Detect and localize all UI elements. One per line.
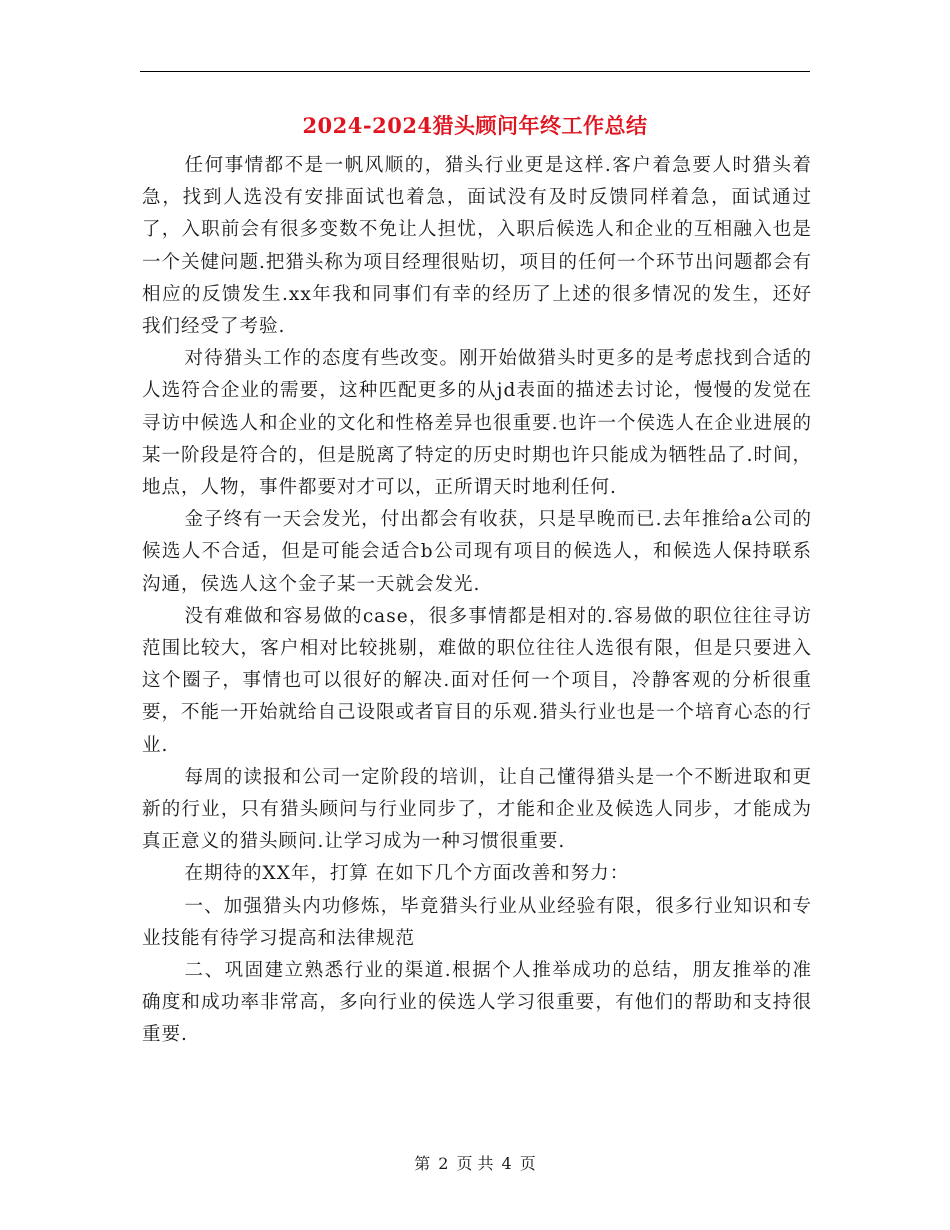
paragraph: 没有难做和容易做的case，很多事情都是相对的.容易做的职位往往寻访范围比较大，客户相对比较挑剔，难做的职位往往人选很有限，但是只要进入这个圈子，事情也可以很好的解决.面对任何一个项目，冷静客观的分析很重要，不能一开始就给自己设限或者盲目的乐观.猎头行业也是一个培育心态的行业. <box>142 605 812 756</box>
header-rule <box>140 71 810 72</box>
paragraph: 在期待的XX年，打算 在如下几个方面改善和努力： <box>184 863 630 885</box>
footer-middle: 页 共 <box>456 1154 494 1173</box>
paragraph: 每周的读报和公司一定阶段的培训，让自己懂得猎头是一个不断进取和更新的行业，只有猎头顾问与行业同步了，才能和企业及候选人同步，才能成为真正意义的猎头顾问.让学习成为一种习惯很重要. <box>142 766 812 853</box>
footer-prefix: 第 <box>414 1154 431 1173</box>
document-title: 2024-2024猎头顾问年终工作总结 <box>302 113 648 138</box>
page-footer <box>0 1152 950 1176</box>
list-item: 一、加强猎头内功修炼，毕竟猎头行业从业经验有限，很多行业知识和专业技能有待学习提高和法律规范 <box>142 895 812 949</box>
paragraph: 对待猎头工作的态度有些改变。刚开始做猎头时更多的是考虑找到合适的人选符合企业的需要，这种匹配更多的从jd表面的描述去讨论，慢慢的发觉在寻访中候选人和企业的文化和性格差异也很重要.也许一个侯选人在企业进展的某一阶段是符合的，但是脱离了特定的历史时期也许只能成为牺牲品了.时间，地点，人物，事件都要对才可以，正所谓天时地利任何. <box>142 348 812 499</box>
current-page-number: 2 <box>438 1154 449 1173</box>
paragraph: 任何事情都不是一帆风顺的，猎头行业更是这样.客户着急要人时猎头着急，找到人选没有安排面试也着急，面试没有及时反馈同样着急，面试通过了，入职前会有很多变数不免让人担忧，入职后候选人和企业的互相融入也是一个关健问题.把猎头称为项目经理很贴切，项目的任何一个环节出问题都会有相应的反馈发生.xx年我和同事们有幸的经历了上述的很多情况的发生，还好我们经受了考验. <box>142 155 812 338</box>
footer-suffix: 页 <box>519 1154 536 1173</box>
total-pages-number: 4 <box>501 1154 512 1173</box>
document-body <box>142 150 812 1052</box>
paragraph: 金子终有一天会发光，付出都会有收获，只是早晚而已.去年推给a公司的候选人不合适，但是可能会适合b公司现有项目的候选人，和候选人保持联系沟通，侯选人这个金子某一天就会发光. <box>142 509 812 595</box>
list-item: 二、巩固建立熟悉行业的渠道.根据个人推举成功的总结，朋友推举的准确度和成功率非常高，多向行业的侯选人学习很重要，有他们的帮助和支持很重要. <box>142 960 812 1046</box>
